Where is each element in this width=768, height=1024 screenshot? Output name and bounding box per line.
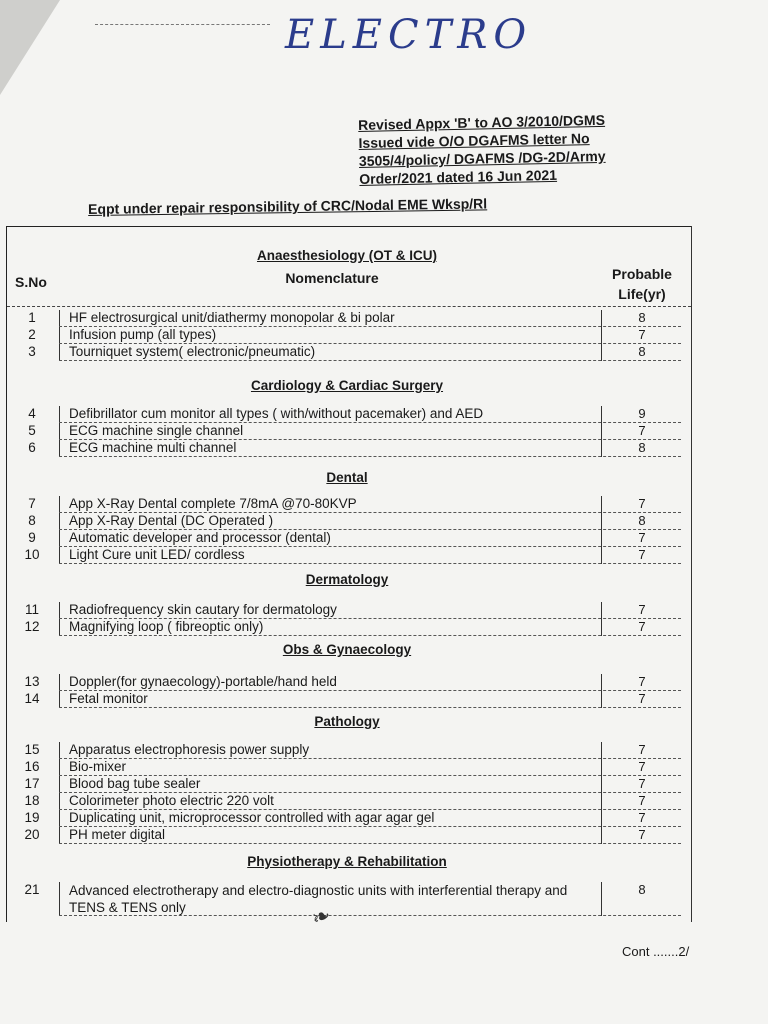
- row-rule: [59, 635, 681, 636]
- row-nomenclature: Tourniquet system( electronic/pneumatic): [69, 344, 316, 359]
- row-sno: 12: [24, 619, 40, 634]
- table-row: [7, 742, 691, 759]
- row-life: 7: [638, 602, 646, 617]
- top-dash-line: [95, 24, 270, 25]
- row-life: 7: [638, 327, 646, 342]
- table-row: [7, 827, 691, 844]
- row-sno: 9: [28, 530, 36, 545]
- row-life: 8: [638, 440, 646, 455]
- row-sno: 3: [28, 344, 36, 359]
- table-row: [7, 674, 691, 691]
- section-heading: Physiotherapy & Rehabilitation: [247, 854, 447, 869]
- table-row: [7, 691, 691, 708]
- row-life: 7: [638, 776, 646, 791]
- row-nomenclature: Defibrillator cum monitor all types ( with/without pacemaker) and AED: [69, 406, 484, 421]
- row-sno: 17: [24, 776, 40, 791]
- header-sno: S.No: [15, 274, 47, 290]
- reference-block: [358, 109, 679, 188]
- row-nomenclature: Radiofrequency skin cautary for dermatology: [69, 602, 337, 617]
- row-nomenclature: Apparatus electrophoresis power supply: [69, 742, 310, 757]
- section-heading: Dental: [326, 470, 368, 485]
- row-life: 8: [638, 882, 646, 897]
- table-row: [7, 547, 691, 564]
- row-sno: 4: [28, 406, 36, 421]
- row-nomenclature: Bio-mixer: [69, 759, 127, 774]
- row-life: 7: [638, 742, 646, 757]
- handwritten-title: ELECTRO: [285, 12, 533, 58]
- row-nomenclature: Automatic developer and processor (dental): [69, 530, 331, 545]
- row-nomenclature: Advanced electrotherapy and electro-diagnostic units with interferential therapy and TENS & TENS only: [69, 883, 568, 915]
- table-row: [7, 496, 691, 513]
- row-rule: [59, 360, 681, 361]
- table-row: [7, 513, 691, 530]
- row-life: 7: [638, 674, 646, 689]
- row-life: 8: [638, 513, 646, 528]
- continuation-note: Cont .......2/: [622, 944, 690, 959]
- row-sno: 21: [24, 882, 40, 897]
- row-life: 8: [638, 344, 646, 359]
- row-sno: 8: [28, 513, 36, 528]
- header-probable-life: Probable Life(yr): [612, 266, 672, 302]
- table-row: [7, 776, 691, 793]
- row-nomenclature: App X-Ray Dental (DC Operated ): [69, 513, 274, 528]
- row-sno: 14: [24, 691, 40, 706]
- table-row: [7, 344, 691, 361]
- row-rule: [59, 456, 681, 457]
- table-row: [7, 310, 691, 327]
- row-nomenclature: Duplicating unit, microprocessor controlled with agar agar gel: [69, 810, 435, 825]
- row-sno: 6: [28, 440, 36, 455]
- folded-corner: [0, 0, 60, 95]
- table-row: [7, 619, 691, 636]
- table-row: [7, 423, 691, 440]
- row-life: 7: [638, 530, 646, 545]
- header-rule: [7, 306, 691, 307]
- section-heading: Pathology: [314, 714, 380, 729]
- row-sno: 15: [24, 742, 40, 757]
- row-life: 7: [638, 619, 646, 634]
- section-heading: Dermatology: [305, 572, 389, 587]
- row-sno: 18: [24, 793, 40, 808]
- row-nomenclature: Infusion pump (all types): [69, 327, 217, 342]
- row-sno: 2: [28, 327, 36, 342]
- reference-line-2: Issued vide O/O DGAFMS letter No: [358, 130, 590, 151]
- row-rule: [59, 915, 681, 916]
- table-row: [7, 406, 691, 423]
- section-heading: Obs & Gynaecology: [282, 642, 412, 657]
- row-sno: 20: [24, 827, 40, 842]
- row-life: 7: [638, 810, 646, 825]
- row-nomenclature: Colorimeter photo electric 220 volt: [69, 793, 274, 808]
- row-sno: 10: [24, 547, 40, 562]
- reference-line-1: Revised Appx 'B' to AO 3/2010/DGMS: [358, 111, 606, 133]
- row-sno: 11: [24, 602, 39, 617]
- table-row: [7, 440, 691, 457]
- section-heading: Anaesthesiology (OT & ICU): [256, 248, 437, 263]
- row-life: 7: [638, 759, 646, 774]
- table-row: [7, 759, 691, 776]
- row-life: 8: [638, 310, 646, 325]
- row-rule: [59, 707, 681, 708]
- row-life: 7: [638, 496, 646, 511]
- section-heading: Cardiology & Cardiac Surgery: [250, 378, 444, 393]
- row-life: 7: [638, 691, 646, 706]
- row-sno: 1: [28, 310, 36, 325]
- row-sno: 13: [24, 674, 40, 689]
- row-life: 9: [638, 406, 646, 421]
- row-sno: 7: [28, 496, 36, 511]
- row-nomenclature: ECG machine multi channel: [69, 440, 237, 455]
- row-nomenclature: HF electrosurgical unit/diathermy monopolar & bi polar: [69, 310, 395, 325]
- table-top-rule: [7, 226, 691, 227]
- row-rule: [59, 563, 681, 564]
- table-row: [7, 810, 691, 827]
- row-nomenclature: Fetal monitor: [69, 691, 148, 706]
- row-rule: [59, 843, 681, 844]
- equipment-table: [6, 226, 692, 922]
- row-life: 7: [638, 827, 646, 842]
- row-nomenclature: Magnifying loop ( fibreoptic only): [69, 619, 264, 634]
- reference-line-4: Order/2021 dated 16 Jun 2021: [359, 166, 558, 187]
- table-row: [7, 327, 691, 344]
- table-row: [7, 530, 691, 547]
- table-row: [7, 602, 691, 619]
- table-row: [7, 793, 691, 810]
- row-sno: 19: [24, 810, 40, 825]
- row-nomenclature: App X-Ray Dental complete 7/8mA @70-80KVP: [69, 496, 357, 511]
- row-life: 7: [638, 547, 646, 562]
- row-life: 7: [638, 793, 646, 808]
- header-nomenclature: Nomenclature: [285, 270, 379, 286]
- document-heading: Eqpt under repair responsibility of CRC/Nodal EME Wksp/Rl: [88, 195, 488, 217]
- table-row: [7, 882, 691, 916]
- row-nomenclature: Blood bag tube sealer: [69, 776, 201, 791]
- row-nomenclature: Doppler(for gynaecology)-portable/hand held: [69, 674, 337, 689]
- row-nomenclature: PH meter digital: [69, 827, 166, 842]
- reference-line-3: 3505/4/policy/ DGAFMS /DG-2D/Army: [358, 147, 606, 169]
- row-nomenclature: Light Cure unit LED/ cordless: [69, 547, 245, 562]
- row-life: 7: [638, 423, 646, 438]
- row-sno: 16: [24, 759, 40, 774]
- row-sno: 5: [28, 423, 36, 438]
- row-nomenclature: ECG machine single channel: [69, 423, 244, 438]
- signature-scribble: ❧: [308, 901, 334, 932]
